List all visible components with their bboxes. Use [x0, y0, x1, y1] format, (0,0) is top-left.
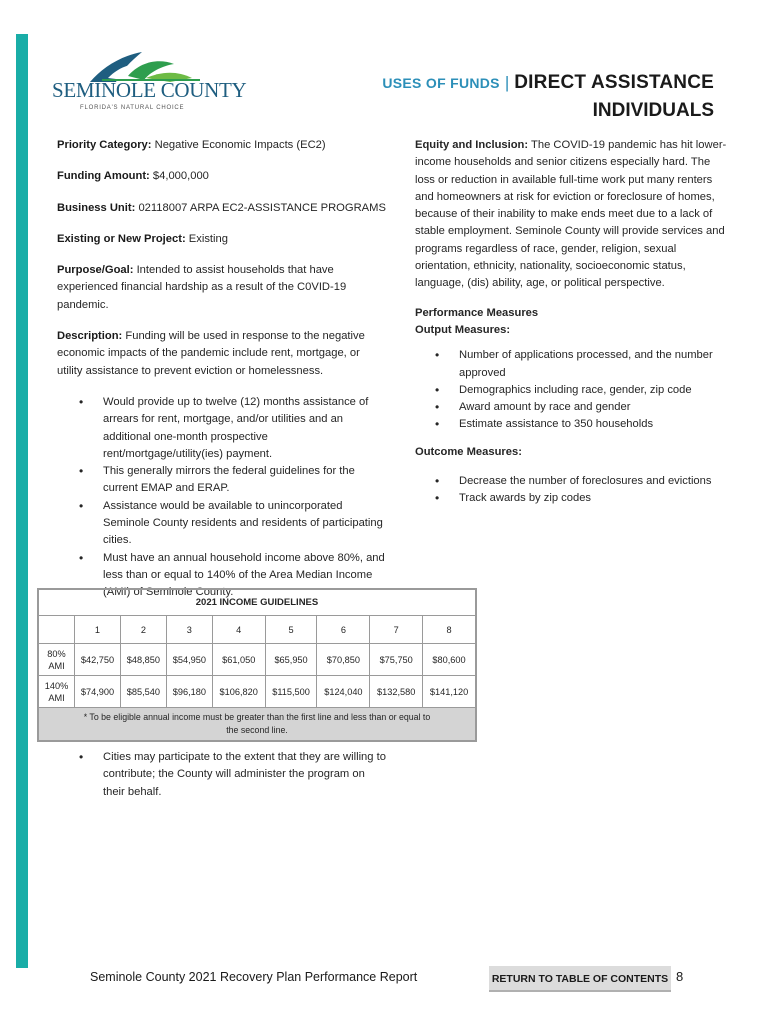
- outcome-heading: Outcome Measures:: [415, 445, 522, 458]
- table-cell: $115,500: [265, 676, 317, 708]
- column-header: 2: [120, 616, 166, 644]
- table-cell: $132,580: [370, 676, 423, 708]
- column-header: 6: [317, 616, 370, 644]
- income-guidelines-table: [37, 588, 477, 742]
- page-header: [382, 72, 714, 122]
- list-item: • Number of applications processed, and the number approved: [433, 347, 728, 382]
- right-column: [415, 137, 728, 508]
- table-cell: $61,050: [212, 644, 265, 676]
- row-label: 140% AMI: [39, 676, 75, 708]
- table-cell: $141,120: [423, 676, 476, 708]
- list-item: • Decrease the number of foreclosures and evictions: [433, 473, 728, 490]
- table-header-row: [39, 616, 476, 644]
- output-heading: Output Measures:: [415, 323, 511, 336]
- table-cell: $80,600: [423, 644, 476, 676]
- section-label: USES OF FUNDS: [382, 75, 500, 91]
- table-row: [39, 676, 476, 708]
- header-separator: |: [504, 73, 510, 92]
- table-cell: $75,750: [370, 644, 423, 676]
- priority-category: Priority Category: Negative Economic Impacts (EC2): [57, 139, 326, 151]
- output-measures-list: [433, 347, 728, 433]
- left-column: [57, 137, 387, 602]
- list-item: • Would provide up to twelve (12) months assistance of arrears for rent, mortgage, and/or utilities and an additional one-month prospective rent/mortgage/utility(ies) payment.: [77, 394, 387, 463]
- list-item: • Assistance would be available to unincorporated Seminole County residents and residents of participating cities.: [77, 498, 387, 550]
- table-cell: $85,540: [120, 676, 166, 708]
- column-header: 1: [75, 616, 121, 644]
- outcome-measures-list: [433, 473, 728, 508]
- description: Description: Funding will be used in response to the negative economic impacts of the pandemic include rent, mortgage, or utility assistance to prevent eviction or homelessness.: [57, 330, 365, 377]
- column-header: 8: [423, 616, 476, 644]
- page-number: 8: [676, 969, 684, 984]
- list-item: • Estimate assistance to 350 households: [433, 416, 728, 433]
- report-footer-title: Seminole County 2021 Recovery Plan Performance Report: [90, 970, 418, 984]
- table-cell: $70,850: [317, 644, 370, 676]
- column-header: 5: [265, 616, 317, 644]
- page-title-line1: DIRECT ASSISTANCE: [514, 72, 714, 93]
- column-header: 7: [370, 616, 423, 644]
- column-header: 3: [166, 616, 212, 644]
- description-bullets: [77, 394, 387, 602]
- table-footnote: * To be eligible annual income must be greater than the first line and less than or equal to the second line.: [39, 708, 476, 741]
- table-row: [39, 644, 476, 676]
- cities-participation: [57, 749, 387, 801]
- equity-and-inclusion: Equity and Inclusion: The COVID-19 pandemic has hit lower-income households and senior citizens especially hard. The loss or reduction in available full-time work put many renters and homeowners at risk for eviction or foreclosure of homes, because of their inability to make ends meet due to a lack of stable employment. Seminole County will provide services and programs regardless of race, gender, religion, sexual orientation, ethnicity, nationality, socioeconomic status, language, (dis) ability, age, or political perspective.: [415, 139, 727, 290]
- row-label: 80% AMI: [39, 644, 75, 676]
- accent-side-bar: [16, 34, 28, 968]
- logo-name: SEMINOLE COUNTY: [52, 78, 247, 102]
- list-item: • This generally mirrors the federal guidelines for the current EMAP and ERAP.: [77, 463, 387, 498]
- list-item: • Track awards by zip codes: [433, 490, 728, 507]
- table-cell: $74,900: [75, 676, 121, 708]
- table-cell: $42,750: [75, 644, 121, 676]
- table-caption: 2021 INCOME GUIDELINES: [39, 590, 476, 616]
- seminole-county-logo: [50, 48, 247, 120]
- list-item: • Demographics including race, gender, zip code: [433, 382, 728, 399]
- list-item: • Cities may participate to the extent that they are willing to contribute; the County will administer the program on their behalf.: [77, 749, 387, 801]
- table-cell: $65,950: [265, 644, 317, 676]
- table-cell: $48,850: [120, 644, 166, 676]
- table-cell: $54,950: [166, 644, 212, 676]
- funding-amount: Funding Amount: $4,000,000: [57, 170, 209, 183]
- page-title-line2: INDIVIDUALS: [592, 100, 714, 121]
- logo-tagline: FLORIDA'S NATURAL CHOICE: [80, 105, 185, 111]
- existing-or-new: Existing or New Project: Existing: [57, 232, 228, 245]
- table-cell: $96,180: [166, 676, 212, 708]
- business-unit: Business Unit: 02118007 ARPA EC2-ASSISTANCE PROGRAMS: [57, 201, 386, 214]
- performance-heading: Performance Measures: [415, 306, 539, 319]
- table-cell: $106,820: [212, 676, 265, 708]
- list-item: • Must have an annual household income above 80%, and less than or equal to 140% of the Area Median Income (AMI) of Seminole County.: [77, 550, 387, 602]
- purpose-goal: Purpose/Goal: Intended to assist households that have experienced financial hardship as a result of the C0VID-19 pandemic.: [57, 264, 347, 311]
- list-item: • Award amount by race and gender: [433, 399, 728, 416]
- return-to-toc-button[interactable]: RETURN TO TABLE OF CONTENTS: [489, 966, 671, 992]
- column-header: 4: [212, 616, 265, 644]
- table-cell: $124,040: [317, 676, 370, 708]
